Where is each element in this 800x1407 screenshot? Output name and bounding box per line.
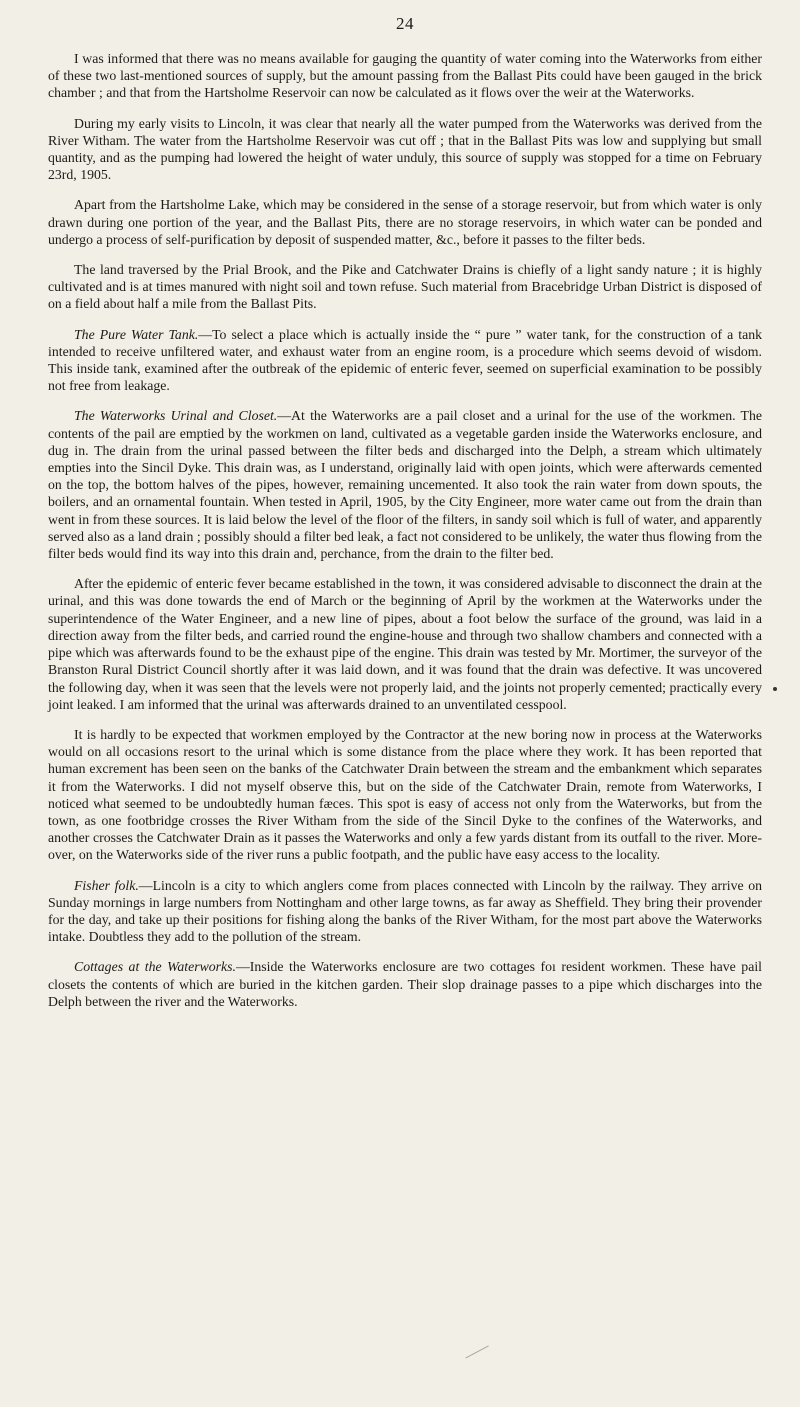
paragraph-text: —Inside the Waterworks enclosure are two cottages foı resident workmen. These have pail closets the contents of which are buried in the kitchen garden. Their slop drainage passes to a pipe which discharges into the Delph between the river and the Waterworks.	[48, 959, 762, 1009]
paragraph-text: During my early visits to Lincoln, it was clear that nearly all the water pumped from the Waterworks was derived from the River Witham. The water from the Hartsholme Reservoir was cut off ; that in the Ballast Pits was low and supplying but small quantity, and as the pumping had lowered the height of water unduly, this source of supply was stopped for a time on February 23rd, 1905.	[48, 115, 762, 183]
paragraph-text: —To select a place which is actually inside the “ pure ” water tank, for the construction of a tank intended to receive unfiltered water, and exhaust water from an engine room, is a procedure which seems devoid of wisdom. This inside tank, examined after the outbreak of the epidemic of enteric fever, seemed on superficial examination to be possibly not free from leakage.	[48, 326, 762, 394]
paragraph-text: It is hardly to be expected that workmen employed by the Contractor at the new boring now in process at the Waterworks would on all occasions resort to the urinal which is some distance from the place where they work. It has been reported that human excrement has been seen on the banks of the Catchwater Drain between the stream and the embankment which separates it from the Waterworks. I did not myself observe this, but on the side of the Catchwater Drain, remote from Waterworks, I noticed what seemed to be undoubtedly human fæces. This spot is easy of access not only from the Waterworks, but from the town, as one footbridge crosses the River Witham from the side of the Sincil Dyke to the confines of the Waterworks, and another crosses the Catchwater Drain as it passes the Waterworks and only a few yards distant from its outfall to the river. More-over, on the Waterworks side of the river runs a public footpath, and the public have easy access to the locality.	[48, 726, 762, 863]
paragraph-fisher-folk	[48, 877, 762, 946]
ink-speck	[773, 687, 777, 691]
paragraph-text: —At the Waterworks are a pail closet and a urinal for the use of the workmen. The contents of the pail are emptied by the workmen on land, cultivated as a vegetable garden inside the Waterworks enclosure, and dug in. The drain from the urinal passed between the filter beds and discharged into the Delph, a stream which ultimately empties into the Sincil Dyke. This drain was, as I understand, originally laid with open joints, which were afterwards cemented on the top, the bottom halves of the pipes, however, remaining uncemented. It also took the rain water from down spouts, the boilers, and an ornamental fountain. When tested in April, 1905, by the City Engineer, more water came out from the drain than went in from these sources. It is laid below the level of the floor of the filters, in sandy soil which is full of water, and apparently served also as a land drain ; possibly should a filter bed leak, a fact not considered to be unlikely, the water thus flowing from the filter beds would find its way into this drain and, perchance, from the drain to the filter bed.	[48, 408, 762, 562]
paragraph-storage	[48, 196, 762, 248]
paragraph-workmen	[48, 726, 762, 864]
paragraph-text: Apart from the Hartsholme Lake, which may be considered in the sense of a storage reservoir, but from which water is only drawn during one portion of the year, and the Ballast Pits, there are no storage reservoirs, in which water can be ponded and undergo a process of self-purification by deposit of suspended matter, &c., before it passes to the filter beds.	[48, 197, 762, 247]
section-heading: Cottages at the Waterworks.	[74, 959, 236, 975]
paragraph-text: The land traversed by the Prial Brook, and the Pike and Catchwater Drains is chiefly of a light sandy nature ; it is highly cultivated and is at times manured with night soil and town refuse. Such material from Bracebridge Urban District is disposed of on a field about half a mile from the Ballast Pits.	[48, 262, 762, 312]
paragraph-early-visits	[48, 115, 762, 184]
paragraph-text: After the epidemic of enteric fever became established in the town, it was considered advisable to disconnect the drain at the urinal, and this was done towards the end of March or the beginning of April by the workmen at the Waterworks under the superintendence of the Water Engineer, and a new line of pipes, about a foot below the surface of the ground, was laid in a direction away from the filter beds, and carried round the engine-house and through two shallow chambers and connected with a pipe which was afterwards found to be the exhaust pipe of the engine. This drain was tested by Mr. Mortimer, the surveyor of the Branston Rural District Council shortly after it was laid down, and it was found that the drain was defective. It was uncovered the following day, when it was seen that the levels were not properly laid, and the joints not properly cemented; practically every joint leaked. I am informed that the urinal was afterwards drained to an unventilated cesspool.	[48, 576, 762, 712]
paragraph-text: I was informed that there was no means available for gauging the quantity of water coming into the Waterworks from either of these two last-mentioned sources of supply, but the amount passing from the Ballast Pits could have been gauged in the brick chamber ; and that from the Hartsholme Reservoir can now be calculated as it flows over the weir at the Waterworks.	[48, 51, 762, 101]
section-heading: Fisher folk.	[74, 877, 139, 893]
section-heading: The Pure Water Tank.	[74, 326, 199, 342]
section-heading: The Waterworks Urinal and Closet.	[74, 408, 278, 424]
paragraph-land	[48, 261, 762, 313]
page-number: 24	[396, 14, 414, 33]
paragraph-cottages	[48, 958, 762, 1010]
paragraph-gauging	[48, 50, 762, 102]
paragraph-pure-water-tank	[48, 326, 762, 395]
paragraph-urinal-closet	[48, 407, 762, 562]
paragraph-after-epidemic	[48, 575, 762, 713]
paragraph-text: —Lincoln is a city to which anglers come from places connected with Lincoln by the railway. They arrive on Sunday mornings in large numbers from Nottingham and other large towns, as far away as Sheffield. They bring their provender for the day, and take up their positions for fishing along the banks of the River Witham, for the most part above the Waterworks intake. Doubtless they add to the pollution of the stream.	[48, 877, 762, 945]
